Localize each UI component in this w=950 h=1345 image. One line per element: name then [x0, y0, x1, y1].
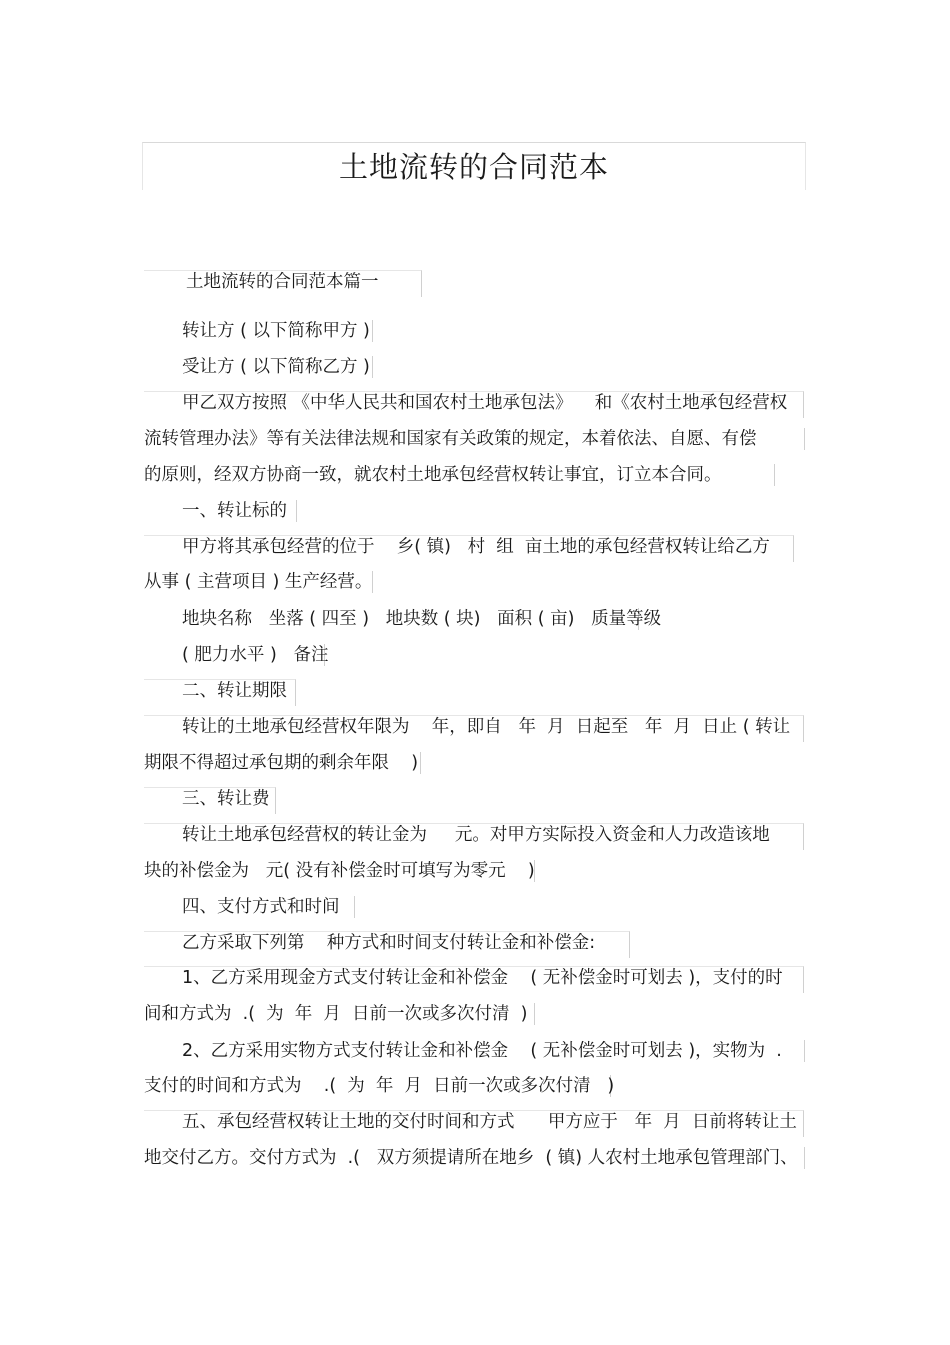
section-heading: 一、转让标的 [182, 500, 297, 522]
section-heading: 二、转让期限 [144, 679, 296, 706]
document-title: 土地流转的合同范本 [338, 150, 609, 184]
paragraph-line: ( 肥力水平 ) 备注 [182, 645, 329, 665]
paragraph-line: 受让方 ( 以下简称乙方 ) [182, 356, 373, 378]
paragraph-line: 间和方式为 .( 为 年 月 日前一次或多次付清 ) [144, 1003, 535, 1025]
paragraph-line: 从事 ( 主营项目 ) 生产经营。 [144, 572, 373, 592]
title-frame [142, 142, 806, 190]
section-heading: 土地流转的合同范本篇一 [144, 270, 422, 297]
section-heading: 五、承包经营权转让土地的交付时间和方式 甲方应于 年 月 日前将转让土 [144, 1110, 804, 1137]
paragraph-line: 地块名称 坐落 ( 四至 ) 地块数 ( 块) 面积 ( 亩) 质量等级 [182, 609, 662, 629]
paragraph-line: 甲方将其承包经营的位于 乡( 镇) 村 组 亩土地的承包经营权转让给乙方 [144, 535, 794, 562]
paragraph-line: 转让的土地承包经营权年限为 年，即自 年 月 日起至 年 月 日止 ( 转让 [144, 715, 804, 742]
paragraph-line: 转让土地承包经营权的转让金为 元。对甲方实际投入资金和人力改造该地 [144, 823, 804, 850]
paragraph-line: 地交付乙方。交付方式为 .( 双方须提请所在地乡 ( 镇) 人农村土地承包管理部门、 [144, 1147, 805, 1169]
paragraph-line: 流转管理办法》等有关法律法规和国家有关政策的规定，本着依法、自愿、有偿 [144, 428, 805, 450]
section-heading: 三、转让费 [144, 787, 276, 814]
paragraph-line: 块的补偿金为 元( 没有补偿金时可填写为零元 ) [144, 861, 535, 881]
paragraph-line: 2、乙方采用实物方式支付转让金和补偿金 ( 无补偿金时可划去 )，实物为 . [182, 1040, 805, 1062]
paragraph-line: 甲乙双方按照 《中华人民共和国农村土地承包法》 和《农村土地承包经营权 [144, 391, 804, 418]
paragraph-line: 转让方 ( 以下简称甲方 ) [182, 320, 373, 342]
section-heading: 四、支付方式和时间 [182, 896, 355, 918]
paragraph-line: 1、乙方采用现金方式支付转让金和补偿金 ( 无补偿金时可划去 )，支付的时 [144, 966, 804, 993]
paragraph-line: 的原则，经双方协商一致，就农村土地承包经营权转让事宜，订立本合同。 [144, 464, 775, 486]
paragraph-line: 期限不得超过承包期的剩余年限 ) [144, 752, 421, 774]
paragraph-line: 支付的时间和方式为 .( 为 年 月 日前一次或多次付清 ) [144, 1076, 615, 1096]
paragraph-line: 乙方采取下列第 种方式和时间支付转让金和补偿金: [144, 931, 630, 958]
